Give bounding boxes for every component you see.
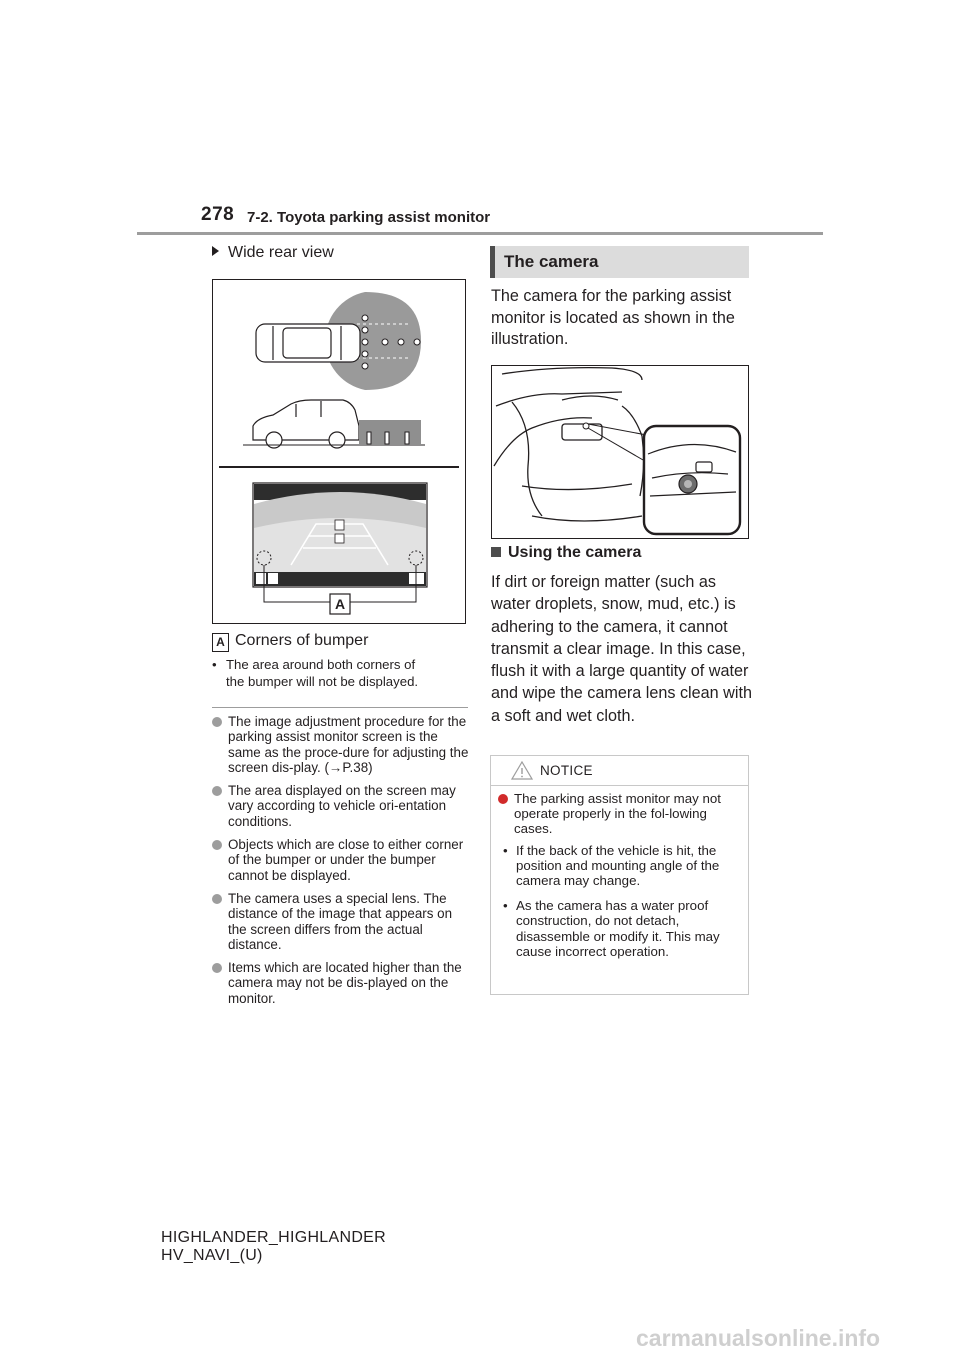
notes-list xyxy=(212,714,470,1014)
note-item xyxy=(212,891,470,952)
note-item xyxy=(212,837,470,883)
footer-line2: HV_NAVI_(U) xyxy=(161,1247,263,1264)
callout-a-note-line1: The area around both corners of xyxy=(226,657,416,672)
bullet-dot: • xyxy=(503,842,508,858)
notice-sub-item xyxy=(498,898,742,959)
callout-a-badge: A xyxy=(212,633,229,652)
camera-location-illustration xyxy=(491,365,749,539)
bullet-dot: • xyxy=(503,898,508,914)
notice-box xyxy=(490,755,749,995)
note-text: Items which are located higher than the camera may not be dis-played on the monitor. xyxy=(228,960,462,1006)
page-number: 278 xyxy=(201,204,235,225)
notice-header xyxy=(491,756,748,786)
section-heading: The camera xyxy=(504,252,599,271)
callout-corners-of-bumper xyxy=(212,632,368,652)
wide-rear-view-label: Wide rear view xyxy=(228,244,334,261)
note-item xyxy=(212,714,470,775)
separator-rule xyxy=(212,707,468,708)
notice-sub-item xyxy=(498,843,742,889)
callout-a-note xyxy=(212,657,470,690)
note-text: The area displayed on the screen may vary according to vehicle ori-entation conditions. xyxy=(228,783,456,829)
watermark: carmanualsonline.info xyxy=(636,1325,881,1351)
bullet-dot: • xyxy=(212,657,217,672)
wide-rear-view-item xyxy=(212,244,334,262)
note-text: The image adjustment procedure for the parking assist monitor screen is the same as the proce-dure for adjusting the screen dis-play. (→P.38) xyxy=(228,714,469,775)
notice-sub-text: As the camera has a water proof construction, do not detach, disassemble or modify it. This may cause incorrect operation. xyxy=(516,898,720,959)
gray-bullet-icon xyxy=(212,717,222,727)
arrow-bullet-icon xyxy=(212,246,219,256)
gray-bullet-icon xyxy=(212,786,222,796)
section-heading-bar xyxy=(490,246,749,278)
square-bullet-icon xyxy=(491,547,501,557)
gray-bullet-icon xyxy=(212,894,222,904)
note-text: Objects which are close to either corner of the bumper or under the bumper cannot be displayed. xyxy=(228,837,464,883)
camera-location-drawing xyxy=(492,366,748,538)
camera-intro: The camera for the parking assist monitor is located as shown in the illustration. xyxy=(491,287,735,349)
gray-bullet-icon xyxy=(212,840,222,850)
notice-body xyxy=(498,791,742,969)
callout-a-label: Corners of bumper xyxy=(235,632,369,649)
footer-line1: HIGHLANDER_HIGHLANDER xyxy=(161,1229,387,1246)
header-rule xyxy=(137,232,823,235)
wide-rear-view-illustration xyxy=(212,279,466,624)
notice-main-text: The parking assist monitor may not operate properly in the fol-lowing cases. xyxy=(514,791,721,837)
note-item xyxy=(212,783,470,829)
using-the-camera-text: If dirt or foreign matter (such as water droplets, snow, mud, etc.) is adhering to the camera, it cannot transmit a clear image. In this case, flush it with a large quantity of water and wipe the camera lens clean with a soft and wet cloth. xyxy=(491,573,752,725)
using-the-camera-label: Using the camera xyxy=(508,544,642,561)
note-text: The camera uses a special lens. The distance of the image that appears on the screen differs from the actual distance. xyxy=(228,890,453,952)
gray-bullet-icon xyxy=(212,963,222,973)
warning-triangle-icon xyxy=(511,761,533,780)
wide-rear-view-drawing xyxy=(213,280,465,623)
figure-callout-a: A xyxy=(334,596,346,612)
footer-model-code xyxy=(161,1229,386,1265)
callout-a-note-line2: the bumper will not be displayed. xyxy=(226,673,419,689)
red-bullet-icon xyxy=(498,794,508,804)
section-title: 7-2. Toyota parking assist monitor xyxy=(247,209,491,226)
using-the-camera-heading xyxy=(491,544,641,562)
notice-main-item xyxy=(498,791,742,837)
notice-sub-text: If the back of the vehicle is hit, the position and mounting angle of the camera may change. xyxy=(516,842,720,889)
note-item xyxy=(212,960,470,1006)
notice-label: NOTICE xyxy=(540,763,593,778)
